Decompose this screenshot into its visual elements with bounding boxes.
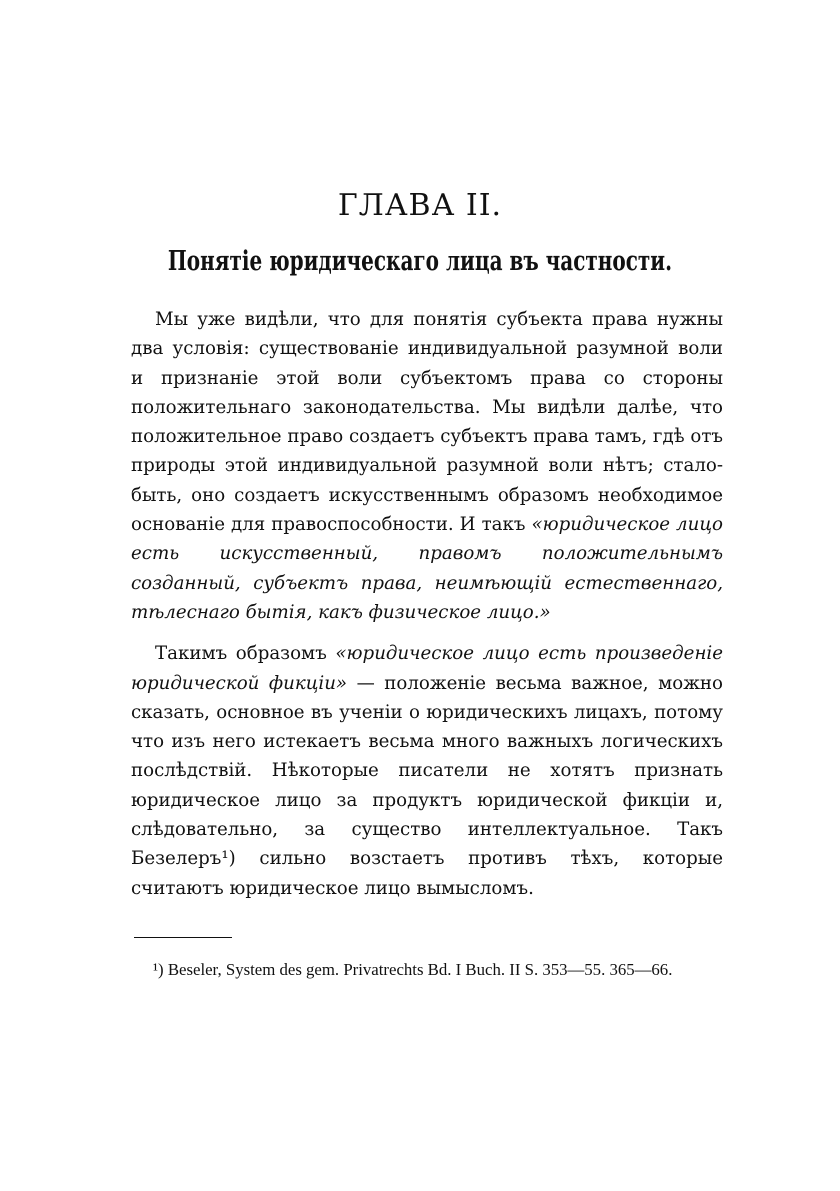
paragraph-2-quote: «юридическое лицо есть произведеніе юридической фикціи» [131,643,724,694]
paragraph-2 [131,639,723,903]
paragraph-1-quote: «юридическое лицо есть искусственный, правомъ положительнымъ созданный, субъектъ права, неимѣющій естественнаго, тѣлеснаго бытія, какъ физическое лицо.» [131,514,723,623]
paragraph-2-text-end: сильно возстаетъ противъ тѣхъ, которые считаютъ юридическое лицо вымысломъ. [131,848,723,899]
chapter-number: ГЛАВА II. [337,188,503,223]
footnote-reference[interactable]: ¹) [221,848,236,870]
footnote [131,956,723,984]
footnote-divider [134,937,232,938]
footnote-text: Beseler, System des gem. Privatrechts Bd. I Buch. II S. 353—55. 365—66. [167,960,673,979]
paragraph-2-text-start: Такимъ образомъ [155,643,336,665]
paragraph-2-text-middle: — положеніе весьма важное, можно сказать, основное въ ученіи о юридическихъ лицахъ, потому что изъ него истекаетъ весьма много важныхъ логическихъ послѣдствій. Нѣкоторые писатели не хотятъ признать юридическое лицо за продуктъ юридической фикціи и, слѣдовательно, за существо интеллектуальное. Такъ Безелеръ [131,672,723,870]
paragraph-1-text: Мы уже видѣли, что для понятія субъекта права нужны два условія: существованіе индивидуальной разумной воли и признаніе этой воли субъектомъ права со стороны положительнаго законодательства. Мы видѣли далѣе, что положительное право создаетъ субъектъ права тамъ, гдѣ отъ природы этой индивидуальной разумной воли нѣтъ; стало-быть, оно создаетъ искусственнымъ образомъ необходимое основаніе для правоспособности. И такъ [131,309,723,536]
paragraph-1 [131,305,723,627]
chapter-title: Понятіе юридическаго лица въ частности. [167,246,673,277]
footnote-marker: ¹) [153,960,164,979]
body-text [131,305,723,903]
